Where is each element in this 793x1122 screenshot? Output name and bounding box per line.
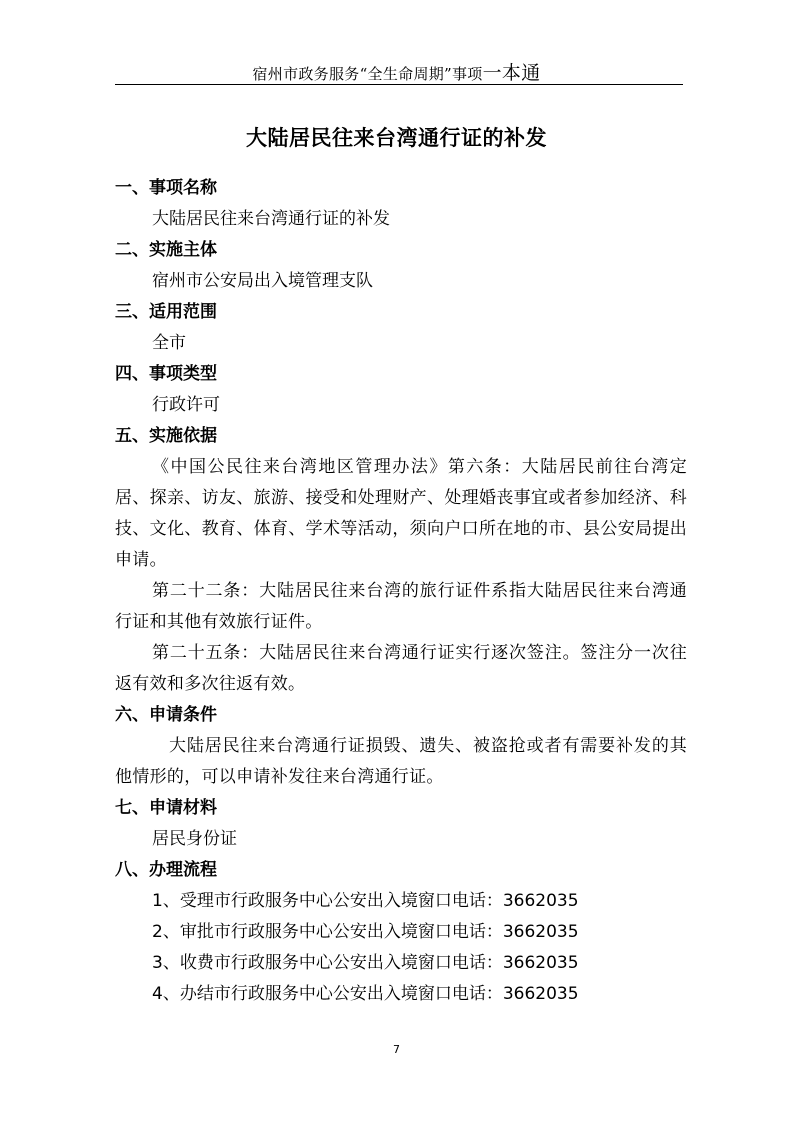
section-heading-item-type: 四、事项类型 <box>115 364 217 384</box>
section-heading-legal-basis: 五、实施依据 <box>115 426 217 446</box>
section-text-item-name: 大陆居民往来台湾通行证的补发 <box>152 209 390 229</box>
conditions-paragraph: 大陆居民往来台湾通行证损毁、遗失、被盗抢或者有需要补发的其他情形的，可以申请补发往来台湾通行证。 <box>115 736 687 787</box>
section-heading-conditions: 六、申请条件 <box>115 705 217 725</box>
section-text-scope: 全市 <box>152 333 186 353</box>
process-step: 1、受理市行政服务中心公安出入境窗口电话：3662035 <box>152 891 579 911</box>
legal-basis-paragraph: 第二十二条：大陆居民往来台湾的旅行证件系指大陆居民往来台湾通行证和其他有效旅行证件。 <box>115 581 687 632</box>
process-step: 3、收费市行政服务中心公安出入境窗口电话：3662035 <box>152 953 579 973</box>
header-prefix: 宿州市政务服务“全生命周期”事项 <box>252 65 483 83</box>
section-text-item-type: 行政许可 <box>152 395 220 415</box>
section-heading-materials: 七、申请材料 <box>115 798 217 818</box>
section-heading-scope: 三、适用范围 <box>115 302 217 322</box>
page-header <box>0 58 793 85</box>
header-rule <box>115 84 683 85</box>
header-suffix: 一本通 <box>482 62 541 84</box>
document-title: 大陆居民往来台湾通行证的补发 <box>246 126 547 150</box>
section-heading-process: 八、办理流程 <box>115 860 217 880</box>
section-heading-item-name: 一、事项名称 <box>115 178 217 198</box>
process-step: 2、审批市行政服务中心公安出入境窗口电话：3662035 <box>152 922 579 942</box>
section-text-implementing-body: 宿州市公安局出入境管理支队 <box>152 271 373 291</box>
section-heading-implementing-body: 二、实施主体 <box>115 240 217 260</box>
page-number: 7 <box>393 1043 400 1056</box>
section-text-materials: 居民身份证 <box>152 829 237 849</box>
legal-basis-paragraph: 《中国公民往来台湾地区管理办法》第六条：大陆居民前往台湾定居、探亲、访友、旅游、接受和处理财产、处理婚丧事宜或者参加经济、科技、文化、教育、体育、学术等活动，须向户口所在地的市、县公安局提出申请。 <box>115 457 687 570</box>
document-body <box>115 173 687 1010</box>
process-step: 4、办结市行政服务中心公安出入境窗口电话：3662035 <box>152 984 579 1004</box>
legal-basis-paragraph: 第二十五条：大陆居民往来台湾通行证实行逐次签注。签注分一次往返有效和多次往返有效。 <box>115 643 687 694</box>
